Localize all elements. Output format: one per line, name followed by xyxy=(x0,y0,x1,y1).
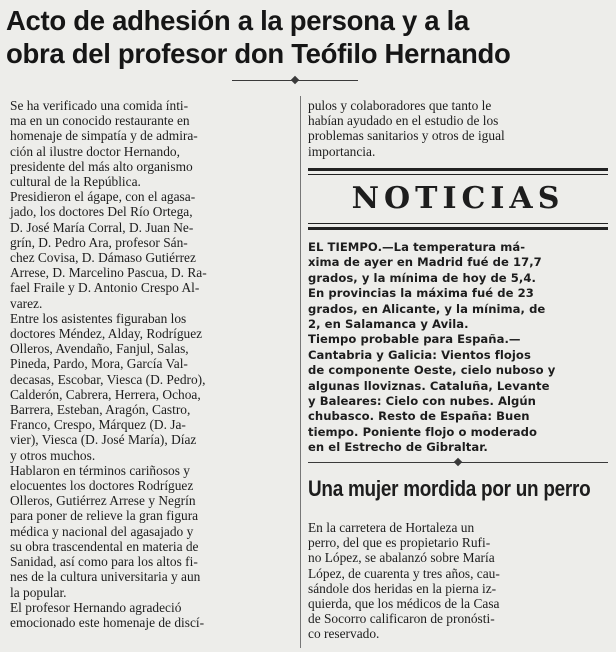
text-line: su obra trascendental en materia de xyxy=(10,538,199,554)
text-line: y Baleares: Cielo con nubes. Algún xyxy=(308,394,536,409)
text-line: Presidieron el ágape, con el agasa- xyxy=(10,189,196,205)
text-line: la popular. xyxy=(10,584,67,600)
text-line: Hablaron en términos cariñosos y xyxy=(10,462,190,478)
story-body xyxy=(308,520,608,642)
text-line: Se ha verificado una comida ínti- xyxy=(10,98,189,113)
text-line: xima de ayer en Madrid fué de 17,7 xyxy=(308,255,542,270)
story-title: Una mujer mordida por un perro xyxy=(308,476,591,501)
text-line: para poner de relieve la gran figura xyxy=(10,508,199,524)
text-line: grados, y la mínima de hoy de 5,4. xyxy=(308,270,536,285)
text-line: no López, se abalanzó sobre María xyxy=(308,550,495,566)
text-line: Barrera, Esteban, Aragón, Castro, xyxy=(10,402,191,418)
headline-line: obra del profesor don Teófilo Hernando xyxy=(6,38,511,69)
weather-paragraph xyxy=(308,332,610,455)
text-line: pulos y colaboradores que tanto le xyxy=(308,98,492,113)
text-line: algunas lloviznas. Cataluña, Levante xyxy=(308,378,550,393)
text-line: fael Fraile y D. Antonio Crespo Al- xyxy=(10,280,200,296)
text-line: Pineda, Pardo, Mora, García Val- xyxy=(10,356,188,372)
text-line: López, de cuarenta y tres años, cau- xyxy=(308,565,500,581)
text-line: jado, los doctores Del Río Ortega, xyxy=(10,204,193,220)
article-continuation xyxy=(308,98,608,159)
text-line: En la carretera de Hortaleza un xyxy=(308,520,475,535)
column-divider xyxy=(300,96,301,648)
article-paragraph xyxy=(10,98,298,189)
text-line: El profesor Hernando agradeció xyxy=(10,599,182,615)
text-line: y otros muchos. xyxy=(10,447,96,463)
text-line: presidente del más alto organismo xyxy=(10,158,193,174)
article-paragraph xyxy=(10,463,298,600)
text-line: D. José María Corral, D. Juan Ne- xyxy=(10,219,194,235)
text-line: chubasco. Resto de España: Buen xyxy=(308,409,530,424)
text-line: cultural de la República. xyxy=(10,174,141,190)
text-line: nes de la cultura universitaria y aun xyxy=(10,569,201,585)
text-line: Olleros, Gutiérrez Arrese y Negrín xyxy=(10,493,196,509)
text-line: habían ayudado en el estudio de los xyxy=(308,113,499,129)
text-line: en el Estrecho de Gibraltar. xyxy=(308,440,488,455)
text-line: Tiempo probable para España.— xyxy=(308,332,521,347)
weather-report xyxy=(308,240,610,456)
text-line: vier), Viesca (D. José María), Díaz xyxy=(10,432,197,448)
text-line: homenaje de simpatía y de admira- xyxy=(10,128,198,144)
text-line: grados, en Alicante, y la mínima, de xyxy=(308,301,546,316)
text-line: 2, en Salamanca y Avila. xyxy=(308,317,469,332)
text-line: problemas sanitarios y otros de igual xyxy=(308,128,505,144)
text-line: doctores Méndez, Alday, Rodríguez xyxy=(10,326,203,342)
headline xyxy=(6,4,610,70)
headline-line: Acto de adhesión a la persona y a la xyxy=(6,5,469,36)
text-line: decasas, Escobar, Viesca (D. Pedro), xyxy=(10,371,206,387)
text-line: En provincias la máxima fué de 23 xyxy=(308,286,534,301)
article-paragraph xyxy=(10,600,298,630)
text-line: emocionado este homenaje de discí- xyxy=(10,614,205,630)
text-line: Entre los asistentes figuraban los xyxy=(10,310,187,326)
text-line: sándole dos heridas en la pierna iz- xyxy=(308,580,497,596)
text-line: grín, D. Pedro Ara, profesor Sán- xyxy=(10,234,188,250)
text-line: de Socorro calificaron de pronósti- xyxy=(308,611,495,627)
text-line: Arrese, D. Marcelino Pascua, D. Ra- xyxy=(10,265,207,281)
article-paragraph xyxy=(10,311,298,463)
text-line: Cantabria y Galicia: Vientos flojos xyxy=(308,347,531,362)
section-ornament-rule xyxy=(308,462,608,463)
text-line: de componente Oeste, cielo nuboso y xyxy=(308,363,556,378)
text-line: varez. xyxy=(10,295,43,311)
text-line: Franco, Crespo, Márquez (D. Ja- xyxy=(10,417,186,433)
text-line: EL TIEMPO.—La temperatura má- xyxy=(308,240,526,254)
text-line: chez Covisa, D. Dámaso Gutiérrez xyxy=(10,250,196,266)
article-left-column xyxy=(10,98,298,630)
text-line: importancia. xyxy=(308,143,376,159)
text-line: Olleros, Avendaño, Fanjul, Salas, xyxy=(10,341,189,357)
text-line: Calderón, Cabrera, Herrera, Ochoa, xyxy=(10,386,201,402)
text-line: ma en un conocido restaurante en xyxy=(10,113,190,129)
text-line: médica y nacional del agasajado y xyxy=(10,523,194,539)
text-line: perro, del que es propietario Rufi- xyxy=(308,535,491,551)
weather-paragraph xyxy=(308,240,610,332)
text-line: ción al ilustre doctor Hernando, xyxy=(10,143,180,159)
text-line: co reservado. xyxy=(308,626,380,642)
text-line: tiempo. Poniente flojo o moderado xyxy=(308,424,538,439)
article-paragraph xyxy=(308,98,608,159)
text-line: elocuentes los doctores Rodríguez xyxy=(10,478,194,494)
article-paragraph xyxy=(10,189,298,311)
section-title: NOTICIAS xyxy=(351,181,565,216)
headline-ornament-rule xyxy=(232,80,358,81)
text-line: Sanidad, así como para los altos fi- xyxy=(10,554,198,570)
noticias-section-header xyxy=(308,168,608,230)
text-line: quierda, que los médicos de la Casa xyxy=(308,596,500,612)
story-paragraph xyxy=(308,520,608,642)
